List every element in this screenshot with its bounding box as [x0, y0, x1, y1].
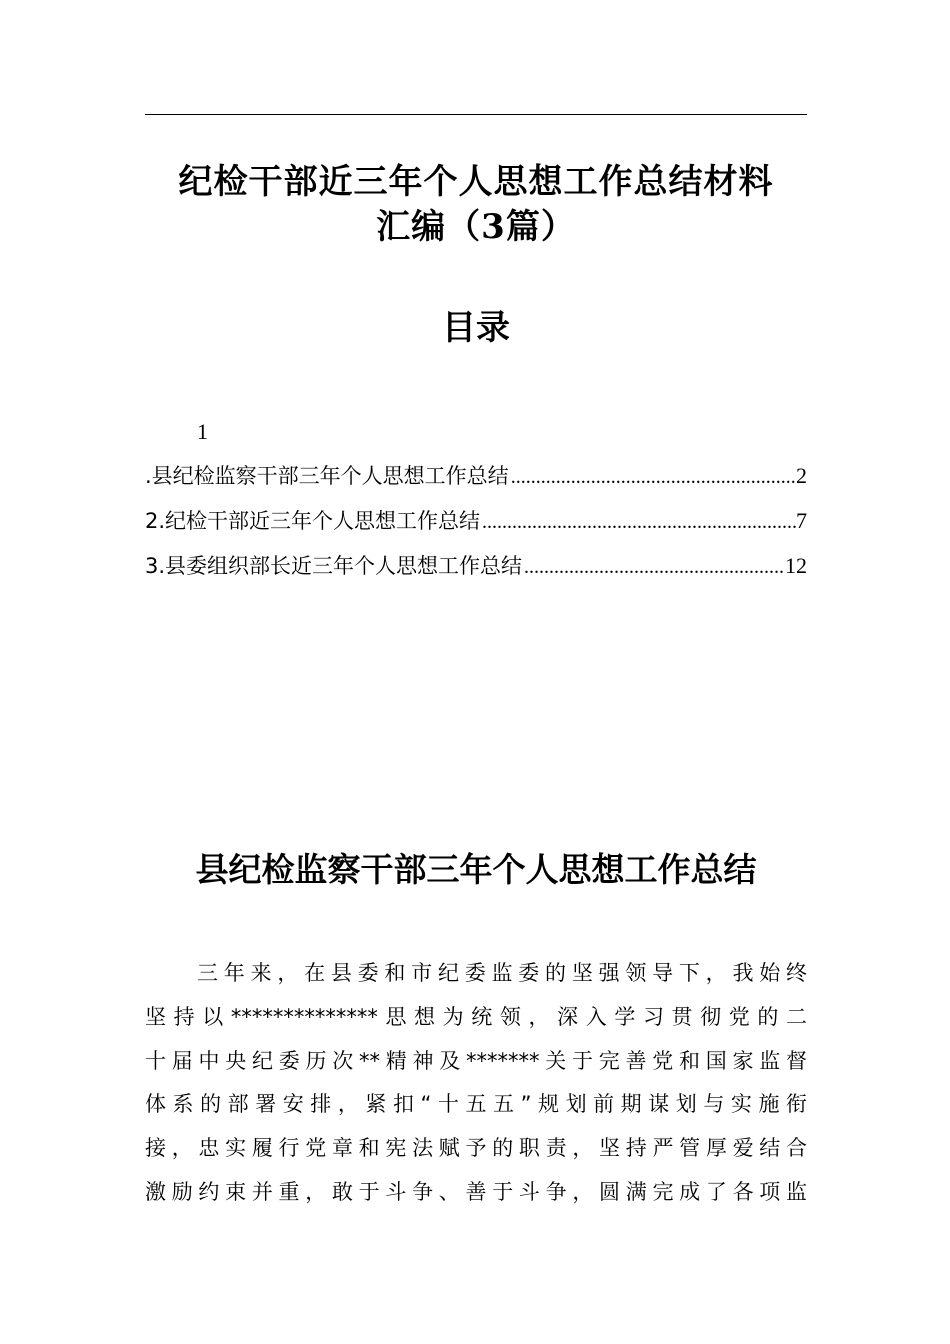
- toc-entry-2-text: 2.纪检干部近三年个人思想工作总结: [145, 509, 481, 533]
- body-line: 接，忠实履行党章和宪法赋予的职责，坚持严管厚爱结合: [145, 1136, 807, 1161]
- body-line: 激励约束并重，敢于斗争、善于斗争，圆满完成了各项监: [145, 1179, 807, 1204]
- toc-entry-1-number: 1: [197, 419, 208, 444]
- section-title: 县纪检监察干部三年个人思想工作总结: [195, 850, 757, 889]
- toc-entry-1-leader: [509, 459, 796, 495]
- toc-entry-2-page: 7: [796, 508, 807, 533]
- document-title: [145, 160, 807, 250]
- document-page: [145, 0, 807, 1344]
- body-line: 坚持以**************思想为统领，深入学习贯彻党的二: [145, 1004, 807, 1029]
- toc-entry-2-leader: [480, 504, 796, 540]
- section-body: [145, 952, 807, 1215]
- body-line: 三年来，在县委和市纪委监委的坚强领导下，我始终: [197, 961, 807, 985]
- body-line: 十届中央纪委历次**精神及*******关于完善党和国家监督: [145, 1048, 807, 1073]
- toc-heading: 目录: [442, 308, 510, 348]
- toc-entry-3-page: 12: [785, 553, 807, 578]
- toc-entry-2[interactable]: [145, 503, 807, 539]
- toc-entry-3-text: 3.县委组织部长近三年个人思想工作总结: [145, 554, 523, 578]
- toc-entry-1-text: .县纪检监察干部三年个人思想工作总结: [145, 464, 509, 488]
- document-title-line-2: 汇编（3篇）: [376, 207, 576, 247]
- header-rule: [145, 114, 807, 115]
- toc-entry-1[interactable]: [145, 458, 807, 494]
- toc-entry-3-leader: [522, 549, 785, 585]
- body-line: 体系的部署安排，紧扣“十五五”规划前期谋划与实施衔: [145, 1092, 807, 1117]
- toc-entry-1-page: 2: [796, 463, 807, 488]
- document-title-line-1: 纪检干部近三年个人思想工作总结材料: [178, 162, 774, 202]
- toc-entry-3[interactable]: [145, 548, 807, 584]
